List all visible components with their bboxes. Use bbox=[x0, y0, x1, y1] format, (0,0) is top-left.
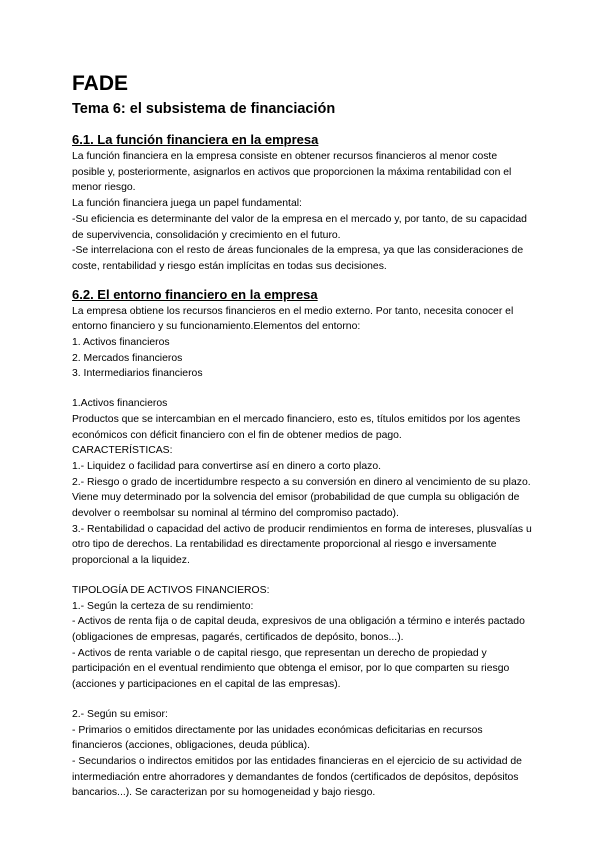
paragraph: -Se interrelaciona con el resto de áreas funcionales de la empresa, ya que las consideraciones de coste, rentabilidad y riesgo están implícitas en todas sus decisiones. bbox=[72, 245, 524, 272]
paragraph: Productos que se intercambian en el mercado financiero, esto es, títulos emitidos por los agentes económicos con déficit financiero con el fin de obtener medios de pago. bbox=[72, 413, 521, 441]
list-item: 2. Mercados financieros bbox=[72, 352, 183, 364]
list-item: 1. Activos financieros bbox=[72, 337, 170, 349]
section-6-2 bbox=[72, 287, 532, 801]
list-item: - Activos de renta variable o de capital riesgo, que representan un derecho de propiedad y participación en el eventual rendimiento que obtenga el emisor, por lo que comparten su riesgo (acciones y participaciones en el capital de las empresas). bbox=[72, 647, 510, 691]
list-item: 3.- Rentabilidad o capacidad del activo de producir rendimientos en forma de intereses, plusvalías u otro tipo de derechos. La rentabilidad es directamente proporcional al riesgo e inversamente proporcional a la liquidez. bbox=[72, 523, 532, 567]
list-item: - Primarios o emitidos directamente por las unidades económicas deficitarias en recursos financieros (acciones, obligaciones, deuda pública). bbox=[72, 724, 483, 752]
list-item: - Activos de renta fija o de capital deuda, expresivos de una obligación a término e interés pactado (obligaciones de empresas, pagarés, certificados de depósito, bonos...). bbox=[72, 616, 525, 643]
document-subtitle: Tema 6: el subsistema de financiación bbox=[72, 101, 336, 117]
document-page bbox=[72, 72, 532, 801]
list-item: 1.- Según la certeza de su rendimiento: bbox=[72, 600, 254, 612]
list-item: 1.- Liquidez o facilidad para convertirse así en dinero a corto plazo. bbox=[72, 460, 382, 472]
paragraph: -Su eficiencia es determinante del valor de la empresa en el mercado y, por tanto, de su capacidad de supervivencia, consolidación y crecimiento en el futuro. bbox=[72, 213, 527, 241]
label-caracteristicas: CARACTERÍSTICAS: bbox=[72, 445, 173, 457]
list-item: - Secundarios o indirectos emitidos por las entidades financieras en el ejercicio de su actividad de intermediación entre ahorradores y demandantes de fondos (certificados de depósitos, depósitos bancarios...). Se caracterizan por su homogeneidad y bajo riesgo. bbox=[72, 755, 522, 799]
section-6-1 bbox=[72, 132, 532, 275]
paragraph: La empresa obtiene los recursos financieros en el medio externo. Por tanto, necesita conocer el entorno financiero y su funcionamiento.Elementos del entorno: bbox=[72, 305, 514, 333]
document-title: FADE bbox=[72, 72, 129, 95]
list-item: 3. Intermediarios financieros bbox=[72, 368, 203, 380]
section-heading: 6.1. La función financiera en la empresa bbox=[72, 132, 319, 147]
label-tipologia: TIPOLOGÍA DE ACTIVOS FINANCIEROS: bbox=[72, 584, 270, 596]
subheading-activos: 1.Activos financieros bbox=[72, 398, 168, 410]
list-item: 2.- Según su emisor: bbox=[72, 708, 168, 720]
list-item: 2.- Riesgo o grado de incertidumbre respecto a su conversión en dinero al vencimiento de su plazo. Viene muy determinado por la solvencia del emisor (probabilidad de que cumpla su obligación de devolver o reembolsar su nominal al término del compromiso pactado). bbox=[72, 476, 531, 520]
section-heading: 6.2. El entorno financiero en la empresa bbox=[72, 286, 318, 302]
paragraph: La función financiera en la empresa consiste en obtener recursos financieros al menor coste posible y, posteriormente, asignarlos en activos que proporcionen la máxima rentabilidad con el menor riesgo. bbox=[72, 151, 512, 194]
paragraph: La función financiera juega un papel fundamental: bbox=[72, 198, 302, 210]
